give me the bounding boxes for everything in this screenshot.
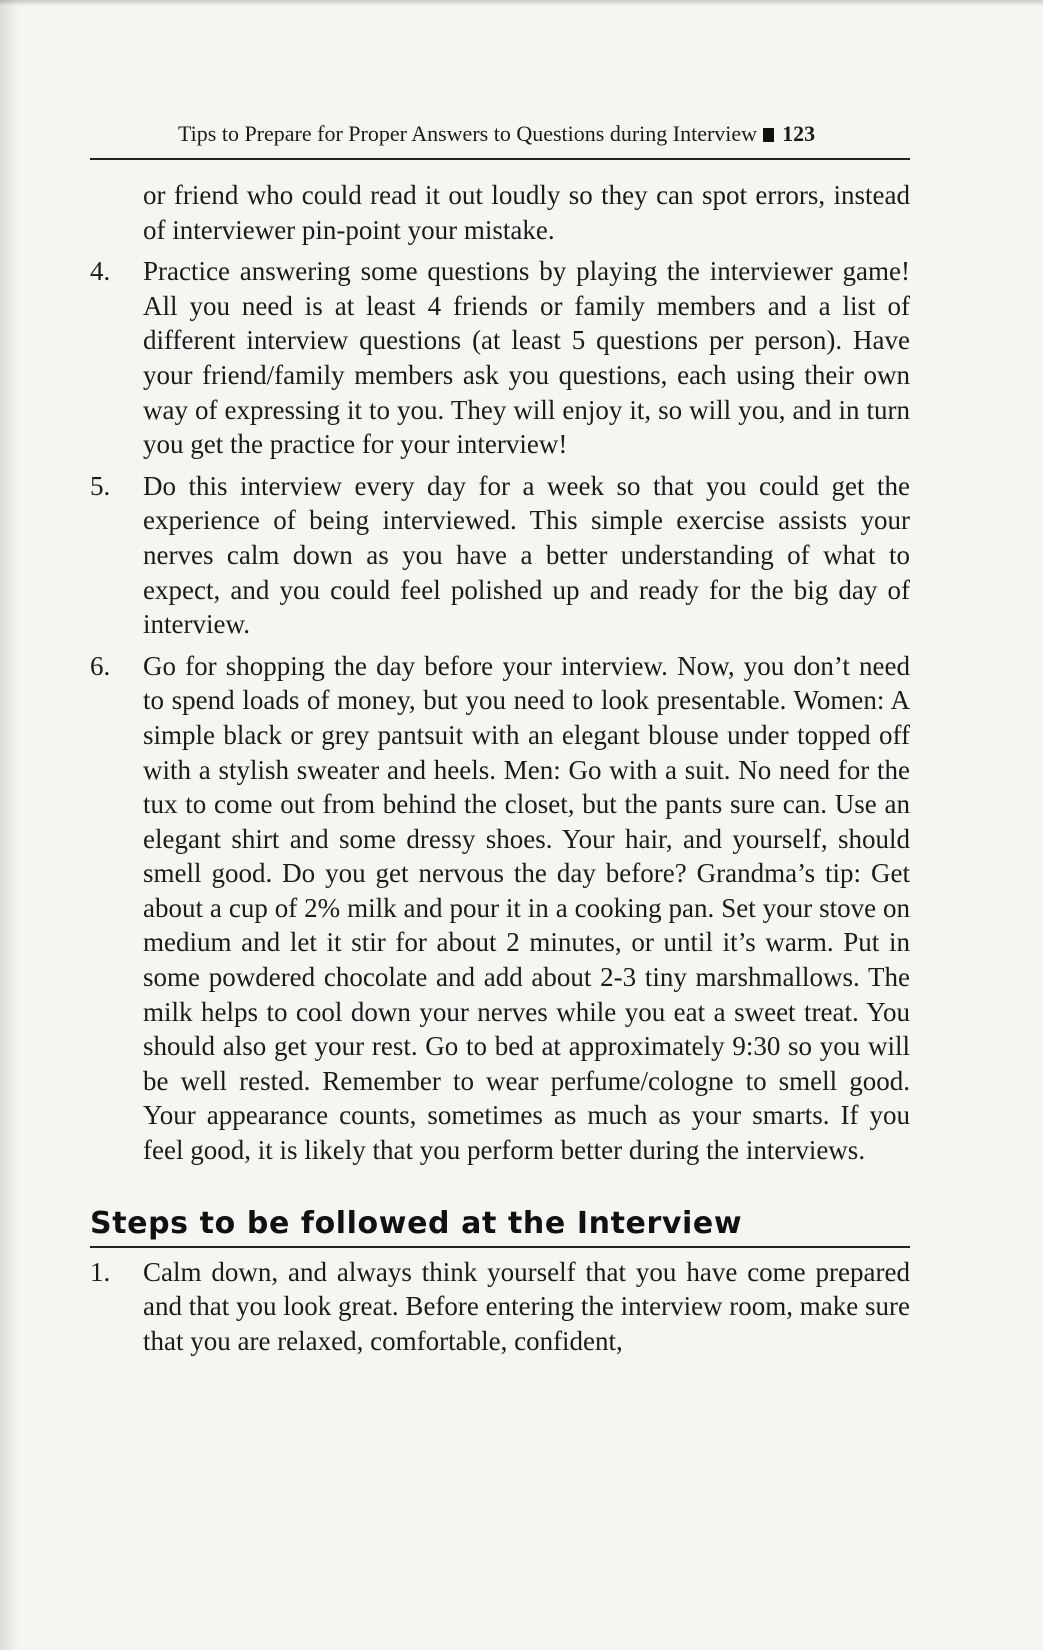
running-header-title: Tips to Prepare for Proper Answers to Questions during Interview xyxy=(178,121,758,146)
section-rule xyxy=(90,1246,910,1248)
list-item-text: Calm down, and always think yourself that you have come prepared and that you look great. Before entering the interview room, make sure that you are relaxed, comfortable, confident, xyxy=(143,1256,910,1356)
section-heading: Steps to be followed at the Interview xyxy=(90,1205,743,1241)
list-item xyxy=(90,1255,910,1359)
list-item-text: Practice answering some questions by playing the interviewer game! All you need is at least 4 friends or family members and a list of different interview questions (at least 5 questions per person). Have your friend/family members ask you questions, each using their own way of expressing it to you. They will enjoy it, so will you, and in turn you get the practice for your interview! xyxy=(143,256,910,460)
page-body xyxy=(90,178,910,1358)
running-header xyxy=(178,120,920,148)
list-item-number: 1. xyxy=(90,1256,111,1287)
list-item xyxy=(90,649,910,1168)
list-item-number: 6. xyxy=(90,650,111,681)
list-item-number: 4. xyxy=(90,256,111,287)
list-item xyxy=(90,469,910,642)
continued-paragraph: or friend who could read it out loudly so they can spot errors, instead of interviewer pin-point your mistake. xyxy=(143,180,910,245)
header-rule xyxy=(90,158,910,160)
list-item xyxy=(90,254,910,462)
list-item-text: Go for shopping the day before your interview. Now, you don’t need to spend loads of money, but you need to look presentable. Women: A simple black or grey pantsuit with an elegant blouse under topped off with a stylish sweater and heels. Men: Go with a suit. No need for the tux to come out from behind the closet, but the pants sure can. Use an elegant shirt and some dressy shoes. Your hair, and yourself, should smell good. Do you get nervous the day before? Grandma’s tip: Get about a cup of 2% milk and pour it in a cooking pan. Set your stove on medium and let it stir for about 2 minutes, or until it’s warm. Put in some powdered chocolate and add about 2-3 tiny marshmallows. The milk helps to cool down your nerves while you eat a sweet treat. You should also get your rest. Go to bed at approximately 9:30 so you will be well rested. Remember to wear perfume/cologne to smell good. Your appearance counts, sometimes as much as your smarts. If you feel good, it is likely that you perform better during the interviews. xyxy=(143,650,910,1166)
page-number: 123 xyxy=(782,121,816,146)
page-gutter-shadow xyxy=(0,0,18,1650)
page-top-edge xyxy=(0,0,1043,6)
list-item-number: 5. xyxy=(90,470,111,501)
square-bullet-icon xyxy=(763,128,774,142)
list-item-text: Do this interview every day for a week so that you could get the experience of being interviewed. This simple exercise assists your nerves calm down as you have a better understanding of what to expect, and you could feel polished up and ready for the big day of interview. xyxy=(143,470,910,640)
